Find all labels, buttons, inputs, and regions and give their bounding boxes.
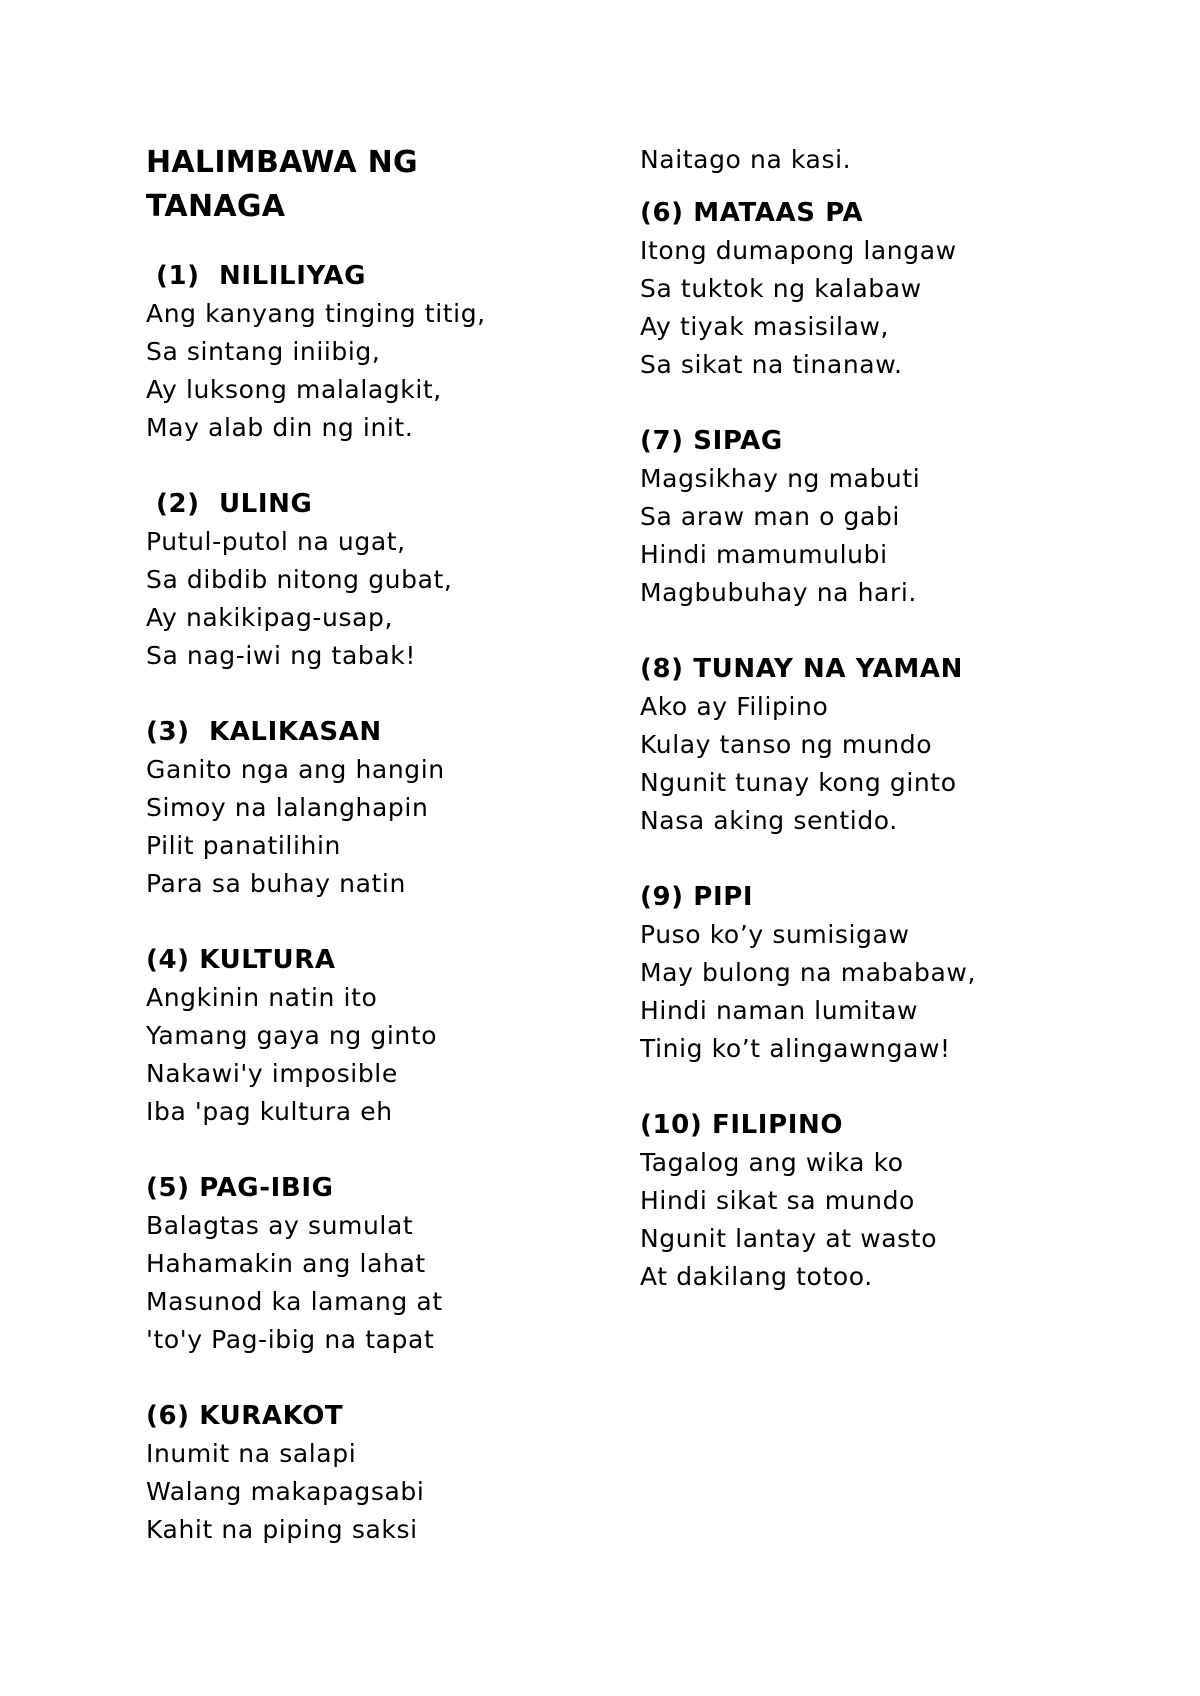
poem-line: Balagtas ay sumulat bbox=[146, 1211, 414, 1240]
poem-line: May alab din ng init. bbox=[146, 413, 414, 442]
poem-title: (6) KURAKOT bbox=[146, 1401, 344, 1431]
poem-title: (2) ULING bbox=[156, 489, 313, 519]
poem-line: Tagalog ang wika ko bbox=[640, 1148, 904, 1177]
poem-line: Hindi naman lumitaw bbox=[640, 996, 919, 1025]
poem-title: (1) NILILIYAG bbox=[156, 261, 367, 291]
poem-line: Kahit na piping saksi bbox=[146, 1515, 418, 1544]
poem-sipag bbox=[640, 422, 1110, 612]
poem-title: (8) TUNAY NA YAMAN bbox=[640, 654, 963, 684]
poem-line: Magbubuhay na hari. bbox=[640, 578, 917, 607]
poem-line: Hindi sikat sa mundo bbox=[640, 1186, 915, 1215]
poem-uling bbox=[146, 485, 616, 675]
poem-filipino bbox=[640, 1106, 1110, 1296]
left-column bbox=[146, 141, 616, 1587]
poem-line: Walang makapagsabi bbox=[146, 1477, 425, 1506]
poem-line: Pilit panatilihin bbox=[146, 831, 341, 860]
title-line-2: TANAGA bbox=[146, 189, 286, 224]
poem-line: Tinig ko’t alingawngaw! bbox=[640, 1034, 951, 1063]
poem-title: (9) PIPI bbox=[640, 882, 754, 912]
poem-line: Sa dibdib nitong gubat, bbox=[146, 565, 453, 594]
poem-line: Puso ko’y sumisigaw bbox=[640, 920, 910, 949]
poem-line: Yamang gaya ng ginto bbox=[146, 1021, 438, 1050]
poem-nililiyag bbox=[146, 257, 616, 447]
poem-title: (10) FILIPINO bbox=[640, 1110, 844, 1140]
poem-line: Hahamakin ang lahat bbox=[146, 1249, 426, 1278]
poem-line: Putul-putol na ugat, bbox=[146, 527, 406, 556]
poem-line: Para sa buhay natin bbox=[146, 869, 406, 898]
poem-line: Inumit na salapi bbox=[146, 1439, 357, 1468]
poem-line: Angkinin natin ito bbox=[146, 983, 378, 1012]
title-line-1: HALIMBAWA NG bbox=[146, 145, 418, 180]
poem-line: Sa araw man o gabi bbox=[640, 502, 900, 531]
poem-line: Masunod ka lamang at bbox=[146, 1287, 443, 1316]
poem-line: Ay luksong malalagkit, bbox=[146, 375, 442, 404]
poem-title: (6) MATAAS PA bbox=[640, 198, 864, 228]
poem-line: Magsikhay ng mabuti bbox=[640, 464, 921, 493]
poem-line: Kulay tanso ng mundo bbox=[640, 730, 933, 759]
poem-line: Sa tuktok ng kalabaw bbox=[640, 274, 922, 303]
poem-line: 'to'y Pag-ibig na tapat bbox=[146, 1325, 435, 1354]
poem-line: Nasa aking sentido. bbox=[640, 806, 898, 835]
continued-line: Naitago na kasi. bbox=[640, 145, 852, 174]
poem-kultura bbox=[146, 941, 616, 1131]
poem-line: Nakawi'y imposible bbox=[146, 1059, 398, 1088]
poem-line: Sa sikat na tinanaw. bbox=[640, 350, 903, 379]
poem-title: (3) KALIKASAN bbox=[146, 717, 382, 747]
poem-line: Ang kanyang tinging titig, bbox=[146, 299, 486, 328]
poem-pipi bbox=[640, 878, 1110, 1068]
document-title bbox=[146, 141, 616, 229]
poem-line: At dakilang totoo. bbox=[640, 1262, 873, 1291]
poem-title: (4) KULTURA bbox=[146, 945, 336, 975]
poem-line: Simoy na lalanghapin bbox=[146, 793, 429, 822]
poem-kalikasan bbox=[146, 713, 616, 903]
poem-line: Ay tiyak masisilaw, bbox=[640, 312, 890, 341]
poem-line: Ay nakikipag-usap, bbox=[146, 603, 394, 632]
poem-line: Sa nag-iwi ng tabak! bbox=[146, 641, 416, 670]
poem-line: Itong dumapong langaw bbox=[640, 236, 957, 265]
poem-title: (5) PAG-IBIG bbox=[146, 1173, 334, 1203]
poem-tunay-na-yaman bbox=[640, 650, 1110, 840]
poem-line: Ngunit tunay kong ginto bbox=[640, 768, 957, 797]
poem-line: Sa sintang iniibig, bbox=[146, 337, 381, 366]
poem-line: Ngunit lantay at wasto bbox=[640, 1224, 938, 1253]
poem-pag-ibig bbox=[146, 1169, 616, 1359]
poem-line: May bulong na mababaw, bbox=[640, 958, 977, 987]
poem-line: Hindi mamumulubi bbox=[640, 540, 888, 569]
poem-kurakot bbox=[146, 1397, 616, 1549]
poem-line: Iba 'pag kultura eh bbox=[146, 1097, 393, 1126]
right-column bbox=[640, 141, 1110, 1334]
poem-mataas-pa bbox=[640, 194, 1110, 384]
poem-line: Ako ay Filipino bbox=[640, 692, 829, 721]
poem-title: (7) SIPAG bbox=[640, 426, 783, 456]
poem-line: Ganito nga ang hangin bbox=[146, 755, 445, 784]
